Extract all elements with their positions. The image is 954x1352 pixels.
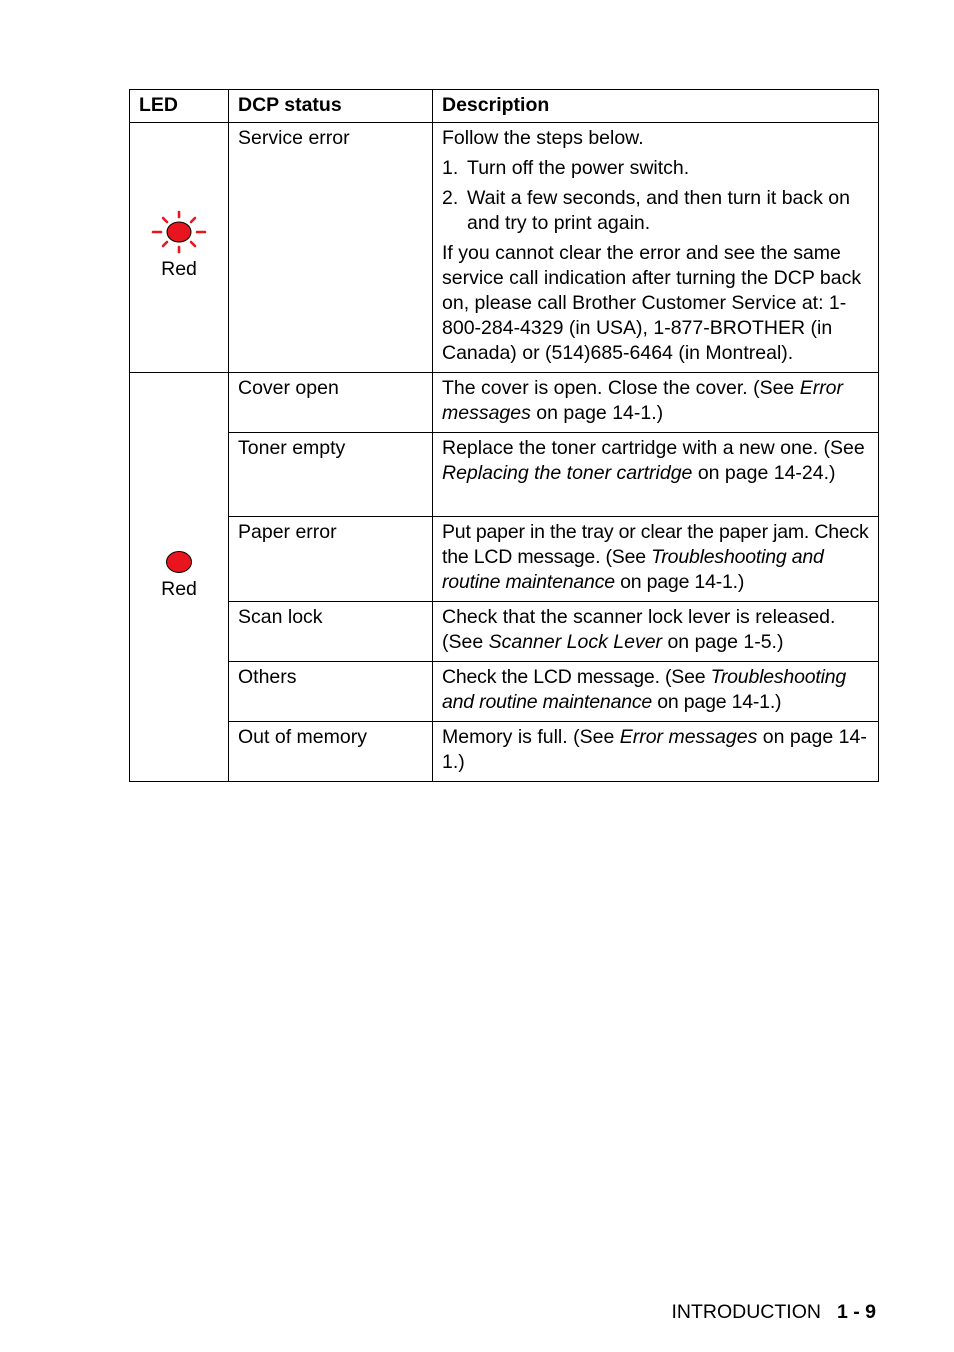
table-row bbox=[130, 373, 879, 433]
description-text: on page 14-1.) bbox=[614, 571, 745, 593]
description-cell bbox=[433, 602, 879, 662]
description-cell bbox=[433, 373, 879, 433]
description-text: on page 14-1.) bbox=[442, 726, 867, 773]
cross-reference: Replacing the toner cartridge bbox=[442, 462, 693, 484]
dcp-status-cell: Cover open bbox=[229, 373, 433, 433]
description-cell bbox=[433, 722, 879, 782]
led-label: Red bbox=[161, 258, 197, 280]
description-cell bbox=[433, 123, 879, 373]
cross-reference: Troubleshooting and routine maintenance bbox=[442, 666, 847, 713]
red-steady-led-icon bbox=[165, 550, 193, 574]
step-number: 1. bbox=[442, 157, 459, 179]
table-row bbox=[130, 517, 879, 602]
led-cell-blinking bbox=[130, 123, 229, 373]
list-item bbox=[442, 156, 870, 181]
description-text: The cover is open. Close the cover. (See bbox=[442, 377, 800, 399]
header-description: Description bbox=[433, 90, 879, 123]
description-text: on page 1-5.) bbox=[662, 631, 784, 653]
table-row bbox=[130, 602, 879, 662]
description-text: Memory is full. (See bbox=[442, 726, 620, 748]
description-cell bbox=[433, 662, 879, 722]
dcp-status-cell: Paper error bbox=[229, 517, 433, 602]
description-text: on page 14-1.) bbox=[652, 691, 782, 713]
footer-section-title: INTRODUCTION bbox=[671, 1301, 821, 1323]
table-row bbox=[130, 722, 879, 782]
table-row bbox=[130, 433, 879, 517]
description-outro: If you cannot clear the error and see the same service call indication after turning the DCP back on, please call Brother Customer Service at: 1-800-284-4329 (in USA), 1-877-BROTHER (in Canada) or (514)685-6464 (in Montreal). bbox=[442, 242, 862, 364]
led-cell-steady bbox=[130, 373, 229, 782]
cross-reference: Error messages bbox=[442, 377, 844, 424]
description-cell bbox=[433, 517, 879, 602]
description-text: Check the LCD message. (See bbox=[442, 666, 711, 688]
cross-reference: Scanner Lock Lever bbox=[488, 631, 663, 653]
description-cell bbox=[433, 433, 879, 517]
list-item bbox=[442, 186, 870, 236]
red-blinking-led-icon bbox=[151, 210, 207, 254]
step-text: Turn off the power switch. bbox=[467, 157, 690, 179]
table-row bbox=[130, 123, 879, 373]
page-number: 1 - 9 bbox=[836, 1301, 876, 1323]
dcp-status-cell: Toner empty bbox=[229, 433, 433, 517]
page-footer bbox=[671, 1300, 876, 1325]
description-text: on page 14-24.) bbox=[692, 462, 836, 484]
cross-reference: Troubleshooting and routine maintenance bbox=[442, 546, 824, 593]
table-header-row bbox=[130, 90, 879, 123]
dcp-status-cell: Scan lock bbox=[229, 602, 433, 662]
dcp-status-cell: Service error bbox=[229, 123, 433, 373]
description-intro: Follow the steps below. bbox=[442, 127, 644, 149]
table-row bbox=[130, 662, 879, 722]
step-number: 2. bbox=[442, 187, 459, 209]
led-status-table bbox=[129, 89, 879, 782]
dcp-status-cell: Others bbox=[229, 662, 433, 722]
description-text: Check that the scanner lock lever is released. (See bbox=[442, 606, 836, 653]
header-dcp-status: DCP status bbox=[229, 90, 433, 123]
description-text: Put paper in the tray or clear the paper jam. Check the LCD message. (See bbox=[442, 521, 869, 568]
description-text: Replace the toner cartridge with a new one. (See bbox=[442, 437, 865, 459]
header-led: LED bbox=[130, 90, 229, 123]
steps-list bbox=[442, 156, 870, 236]
step-text: Wait a few seconds, and then turn it back on and try to print again. bbox=[467, 187, 850, 234]
cross-reference: Error messages bbox=[619, 726, 758, 748]
description-text: on page 14-1.) bbox=[530, 402, 664, 424]
led-label: Red bbox=[161, 577, 197, 600]
dcp-status-cell: Out of memory bbox=[229, 722, 433, 782]
